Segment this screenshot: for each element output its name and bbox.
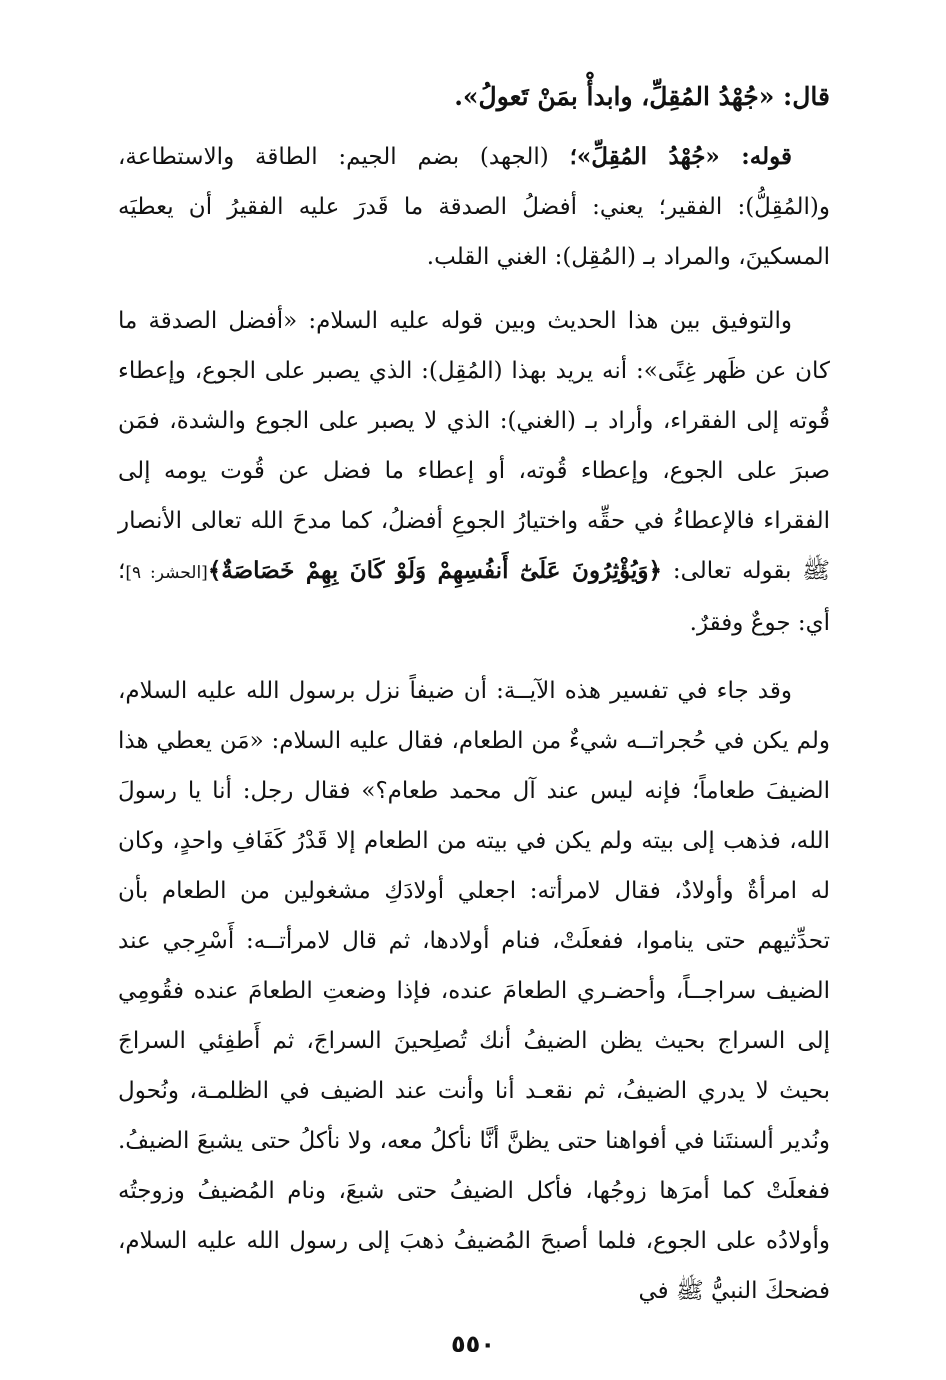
explanation-paragraph [118, 132, 830, 282]
quran-verse: ﴿وَيُؤْثِرُونَ عَلَىٰٓ أَنفُسِهِمْ وَلَوْ كَانَ بِهِمْ خَصَاصَةٌ﴾ [207, 557, 663, 584]
reconciliation-text: والتوفيق بين هذا الحديث وبين قوله عليه السلام: «أفضل الصدقة ما كان عن ظَهر غِنًى»: أنه يريد بهذا (المُقِل): الذي يصبر على الجوع، وإعطاء قُوته إلى الفقراء، وأراد بـ (الغني): الذي لا يصبر على الجوع والشدة، فمَن صبرَ على الجوع، وإعطاء قُوته، أو إعطاء ما فضل عن قُوت يومه إلى الفقراء فالإعطاءُ في حقِّه واختيارُ الجوعِ أفضلُ، كما مدحَ الله تعالى الأنصار ﷺ بقوله تعالى: [118, 308, 831, 584]
page-body [118, 68, 830, 1330]
quoted-phrase: قوله: «جُهْدُ المُقِلِّ»؛ [569, 143, 793, 170]
page-number: ٥٥٠ [451, 1330, 495, 1358]
verse-gloss: ؛ أي: جوعٌ وفقرٌ. [118, 558, 830, 636]
reconciliation-paragraph [118, 296, 830, 648]
verse-reference: [الحشر: ٩] [125, 563, 208, 583]
explanation-text: (الجهد) بضم الجيم: الطاقة والاستطاعة، و(المُقِلُّ): الفقير؛ يعني: أفضلُ الصدقة ما قَدرَ عليه الفقيرُ أن يعطيَه المسكينَ، والمراد بـ (المُقِل): الغني القلب. [118, 144, 830, 270]
hadith-heading: قال: «جُهْدُ المُقِلِّ، وابدأْ بمَنْ تَعولُ». [454, 82, 830, 111]
story-paragraph: وقد جاء في تفسير هذه الآيــة: أن ضيفاً نزل برسول الله عليه السلام، ولم يكن في حُجراتــه شيءٌ من الطعام، فقال عليه السلام: «مَن يعطي هذا الضيفَ طعاماً؛ فإنه ليس عند آل محمد طعام؟» فقال رجل: أنا يا رسولَ الله، فذهب إلى بيته ولم يكن في بيته من الطعام إلا قَدْرُ كَفَافِ واحدٍ، وكان له امرأةٌ وأولادٌ، فقال لامرأته: اجعلي أولادَكِ مشغولين من الطعام بأن تحدِّثيهم حتى يناموا، ففعلَتْ، فنام أولادها، ثم قال لامرأتــه: أَسْرِجي عند الضيف سراجــاً، وأحضـري الطعامَ عنده، فإذا وضعتِ الطعامَ عنده فقُومِي إلى السراج بحيث يظن الضيفُ أنك تُصلِحينَ السراجَ، ثم أَطفِئي السراجَ بحيث لا يدري الضيفُ، ثم نقعـد أنا وأنت عند الضيف في الظلمـة، ونُحول ونُدير ألسنتَنا في أفواهنا حتى يظنَّ أنَّا نأكلُ معه، ولا نأكلُ حتى يشبعَ الضيفُ. ففعلَتْ كما أمرَها زوجُها، فأكل الضيفُ حتى شبعَ، ونام المُضيفُ وزوجتُه وأولادُه على الجوع، فلما أصبحَ المُضيفُ ذهبَ إلى رسول الله عليه السلام، فضحكَ النبيُّ ﷺ في [118, 678, 831, 1304]
